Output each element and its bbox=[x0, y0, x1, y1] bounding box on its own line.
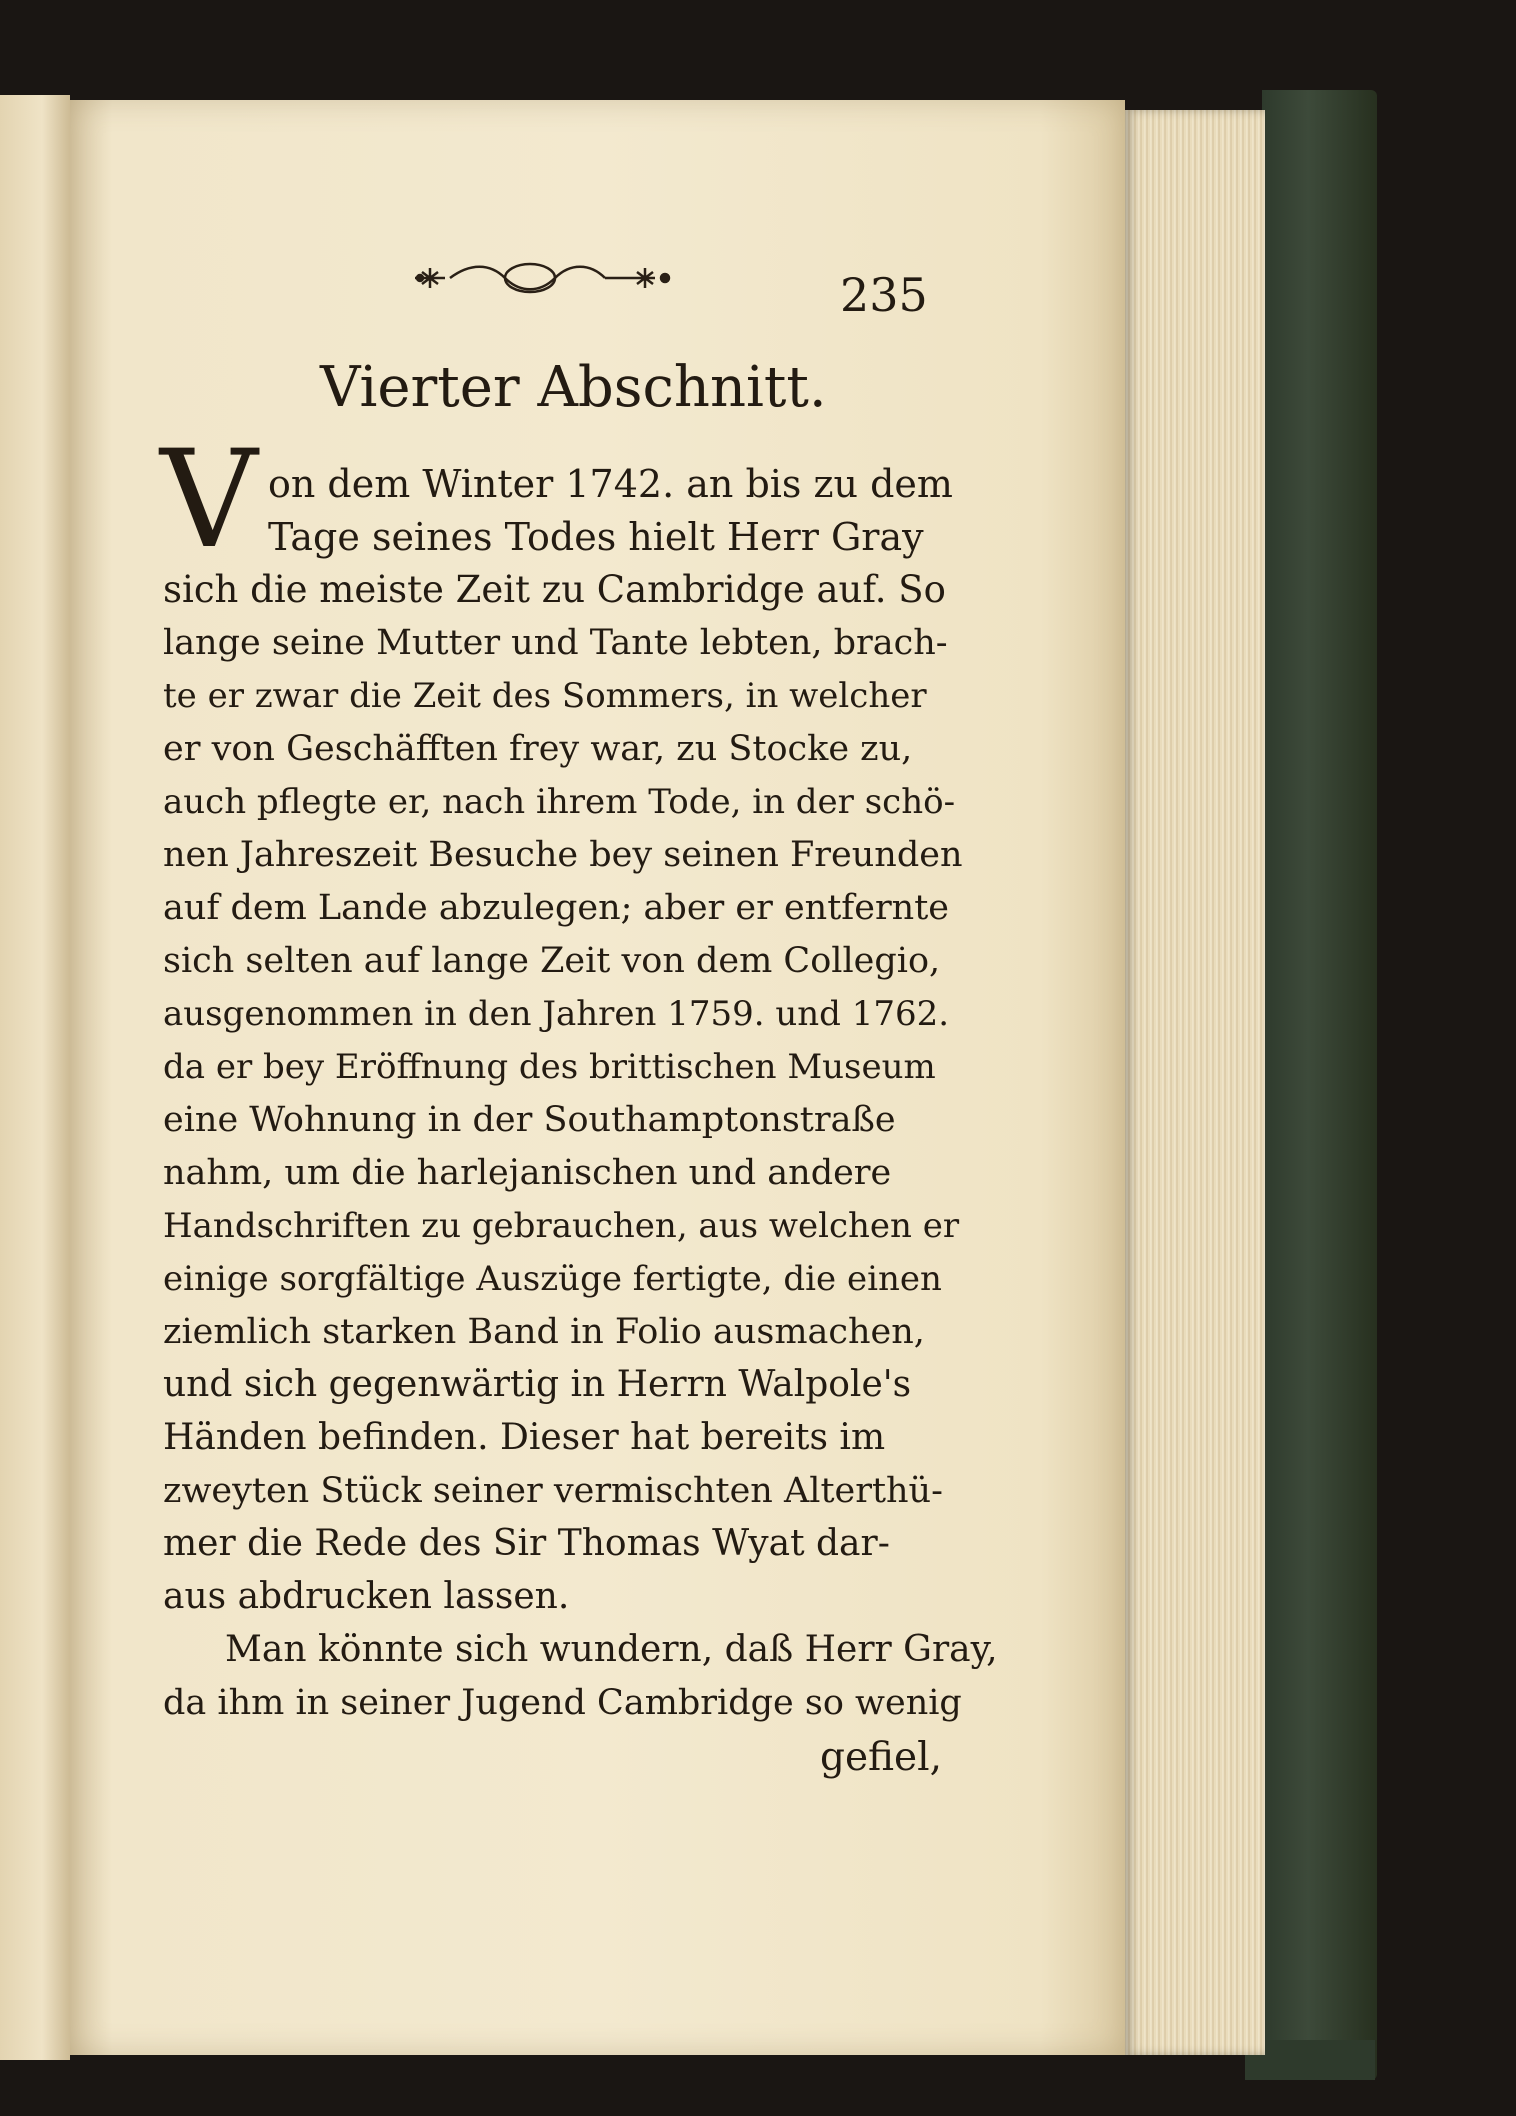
text-line: Handschriften zu gebrauchen, aus welchen er bbox=[163, 1206, 960, 1246]
text-line: einige sorgfältige Auszüge fertigte, die einen bbox=[163, 1259, 942, 1299]
text-line: lange seine Mutter und Tante lebten, brach- bbox=[163, 623, 948, 663]
page-edges bbox=[1125, 110, 1265, 2055]
text-line: Tage seines Todes hielt Herr Gray bbox=[268, 515, 924, 559]
text-line: Man könnte sich wundern, daß Herr Gray, bbox=[225, 1629, 998, 1670]
left-page-edge bbox=[0, 95, 70, 2060]
text-line: te er zwar die Zeit des Sommers, in welcher bbox=[163, 676, 927, 716]
catchword: gefiel, bbox=[820, 1735, 943, 1780]
text-line: nen Jahreszeit Besuche bey seinen Freunden bbox=[163, 835, 963, 875]
text-line: sich selten auf lange Zeit von dem Collegio, bbox=[163, 941, 941, 981]
text-line: aus abdrucken lassen. bbox=[163, 1576, 570, 1617]
text-line: mer die Rede des Sir Thomas Wyat dar- bbox=[163, 1523, 890, 1564]
text-line: on dem Winter 1742. an bis zu dem bbox=[268, 462, 953, 506]
text-line: und sich gegenwärtig in Herrn Walpole's bbox=[163, 1364, 912, 1405]
text-line: eine Wohnung in der Southamptonstraße bbox=[163, 1100, 896, 1140]
text-line: da ihm in seiner Jugend Cambridge so wenig bbox=[163, 1683, 962, 1723]
text-line: ausgenommen in den Jahren 1759. und 1762. bbox=[163, 994, 950, 1034]
book-cover bbox=[1262, 90, 1377, 2080]
text-line: Händen befinden. Dieser hat bereits im bbox=[163, 1417, 886, 1458]
drop-cap: V bbox=[160, 421, 258, 578]
text-line: sich die meiste Zeit zu Cambridge auf. So bbox=[163, 568, 946, 611]
text-line: da er bey Eröffnung des brittischen Museum bbox=[163, 1047, 936, 1087]
text-line: auf dem Lande abzulegen; aber er entfernte bbox=[163, 888, 949, 928]
page-number: 235 bbox=[840, 268, 928, 322]
header-ornament-icon bbox=[410, 258, 675, 298]
section-heading: Vierter Abschnitt. bbox=[320, 355, 827, 420]
text-line: nahm, um die harlejanischen und andere bbox=[163, 1153, 892, 1193]
text-line: auch pflegte er, nach ihrem Tode, in der schö- bbox=[163, 782, 956, 822]
text-line: er von Geschäfften frey war, zu Stocke zu, bbox=[163, 729, 913, 769]
text-line: ziemlich starken Band in Folio ausmachen, bbox=[163, 1312, 925, 1352]
text-line: zweyten Stück seiner vermischten Alterthü- bbox=[163, 1471, 943, 1511]
